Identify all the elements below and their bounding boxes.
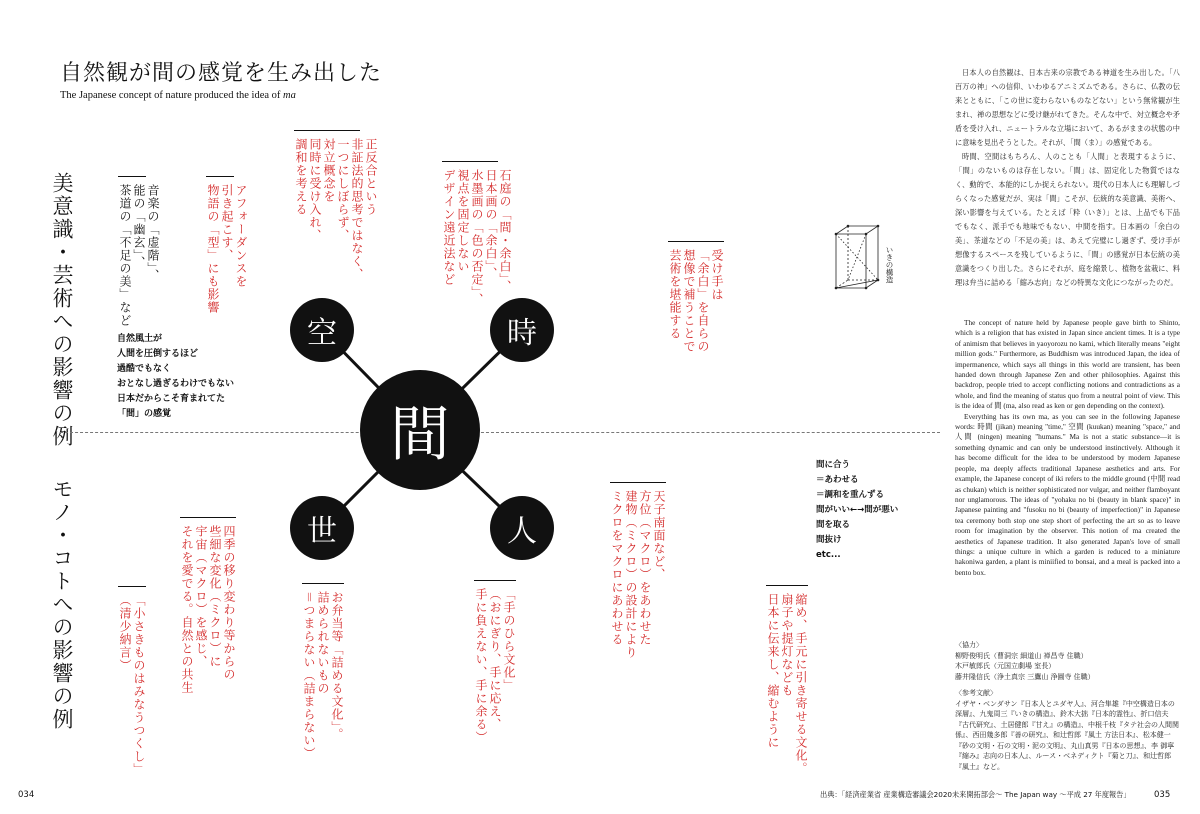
example-column	[668, 249, 724, 353]
expression-item: 間を取る	[816, 520, 851, 530]
jp-paragraph: 時間、空間はもちろん、人のことも「人間」と表現するように、「間」のないものは存在しない。「間」は、固定化した物質ではなく、動的で、本能的にしか捉えられない。現代の日本人にも理解しづらくなった感覚だが、実は「間」こそが、伝統的な美意識、美術へ、深い影響を与えている。たとえば「粋（いき）」とは、上品でも下品でもなく、派手でも地味でもない、中間を指す。日本画の「余白の美」、茶道などの「不足の美」は、あえて完璧にし過ぎず、受け手が想像するスペースを残しているように、「間」の感覚が日本伝統の美意識をつくり出した。さらにそれが、庭を縮景し、植物を盆栽に、料理は弁当に詰める「縮み志向」などの特異な文化につながったのだ。	[955, 152, 1180, 287]
note-line: 過酷でもなく	[117, 364, 172, 374]
page-number-left: 034	[18, 790, 35, 800]
note-line: おとなし過ぎるわけでもない	[117, 379, 235, 389]
section-label-aesthetics: 美意識・芸術への影響の例	[50, 172, 74, 448]
column-line: 水墨画の「色の否定」、	[470, 169, 484, 306]
body-text-japanese	[955, 66, 1180, 290]
circle-sky: 空	[290, 298, 354, 362]
en-paragraph: Everything has its own ma, as you can see in the following Japanese words: 時間 (jikan) meaning "time," 空間 (kuukan) meaning "space," and 人間 (ningen) meaning "humans." Ma is not a static substance—it is something dynamic and can only be understood instinctively. Although it has become difficult for the idea to be understood by modern Japanese people, ma deeply affects traditional Japanese aesthetics and arts. For example, the Japanese concept of iki refers to the middle ground (中間 read as chukan) which is neither sophisticated nor vulgar, and neither flamboyant nor unglamorous. The ideas of "yohaku no bi (beauty in blank space)" in Japanese painting and "fusoku no bi (beauty of imperfection)" in Japanese tea ceremony both stop one step short of perfecting the art so as to leave room for imagination by the observer. This notion of ma created the aesthetics of Japanese tradition. It also generated Japan's love of small things: a unique culture in which a garden is reduced to a miniature hakoniwa garden, a plant is miniified to bonsai, and a meal is packed into a bento box.	[955, 411, 1180, 577]
references-text: イザヤ・ベンダサン『日本人とユダヤ人』、河合隼雄『中空構造日本の深層』、九鬼周三『いきの構造』、鈴木大拙『日本的霊性』、折口信夫『古代研究』、土居健郎『甘え』の構造』、中根千枝『タテ社会の人間関係』、西田幾多郎『善の研究』、和辻哲郎『風土 方法日本』、松本健一『砂の文明・石の文明・泥の文明』、丸山真男『日本の思想』、李 御寧『縮み』志向の日本人』、ルース・ベネディクト『菊と刀』、和辻哲郎『風土』など。	[955, 699, 1179, 771]
column-line: 縮め、手元に引き寄せる文化。	[794, 593, 808, 775]
expression-item: ＝あわせる	[816, 475, 859, 485]
column-line: 詰められないもの	[316, 591, 330, 695]
column-line: 手に負えない、手に余る）	[474, 588, 488, 744]
jp-paragraph: 日本人の自然観は、日本古来の宗教である神道を生み出した。「八百万の神」への信仰、いわゆるアニミズムである。さらに、仏教の伝来とともに、「この世に変わらないものなどない」という無常観が生まれ、禅の思想などに受け継がれてきた。そんな中で、対立概念や矛盾を受け入れ、ニュートラルな立場において、あるがままの状態の中に意味を見出そうとした。それが、「間（ま）」の感覚である。	[955, 68, 1180, 147]
en-paragraph: The concept of nature held by Japanese people gave birth to Shinto, which is a religion that has existed in Japan since ancient times. It is a type of animism that believes in yaoyorozu no kami, which literally means "eight million gods." Furthermore, as Buddhism was introduced Japan, the idea of impermanence, which says all things in this world are transient, has been handed down through Japanese Zen and other philosophies. Against this backdrop, people tried to accept conflicting notions and contradictions as a whole, and find the meaning of status quo from a neutral point of view. This is the idea of 間 (ma, also read as ken or gen depending on the context).	[955, 318, 1180, 411]
column-line: 非証法的思考ではなく、	[350, 138, 364, 281]
column-line: 芸術を堪能する	[668, 249, 682, 340]
example-column	[294, 138, 378, 281]
column-line: 宇宙（マクロ）を感じ、	[194, 525, 208, 668]
credits-heading: 〈協力〉	[955, 641, 983, 649]
column-line: 視点を固定しない	[456, 169, 470, 273]
example-column	[474, 588, 516, 744]
section-label-things: モノ・コトへの影響の例	[50, 478, 74, 731]
column-line: 「余白」を自らの	[696, 249, 710, 353]
credit-line: 木戸敏郎氏（元国立劇場 室長）	[955, 662, 1056, 670]
column-rule	[766, 585, 808, 586]
column-rule	[206, 176, 234, 177]
example-column	[206, 184, 248, 314]
column-rule	[294, 130, 360, 131]
column-rule	[118, 586, 146, 587]
source-note: 出典：「経済産業省 産業構造審議会2020未来開拓部会～ The Japan way ～平成 27 年度報告」	[820, 790, 1131, 799]
column-line: 物語の「型」にも影響	[206, 184, 220, 314]
ma-expressions	[816, 458, 898, 563]
body-text-english	[955, 318, 1180, 578]
column-rule	[668, 241, 724, 242]
example-column	[118, 184, 160, 327]
column-line: ＝つまらない（詰まらない）	[302, 591, 316, 761]
column-rule	[610, 482, 666, 483]
diagram-label: いきの構造	[885, 246, 894, 284]
expression-item: 間がいい←→間が悪い	[816, 505, 899, 515]
column-line: デザイン遠近法など	[442, 169, 456, 286]
column-line: お弁当等「詰める文化」。	[330, 591, 344, 741]
column-line: 扇子や提灯なども	[780, 593, 794, 697]
column-line: 建物（ミクロ）の設計により	[624, 490, 638, 659]
expression-item: 間に合う	[816, 460, 851, 470]
column-rule	[474, 580, 516, 581]
credit-line: 柳野俊明氏（曹洞宗 細道山 禅昌寺 住職）	[955, 651, 1088, 660]
page-title: 自然観が間の感覚を生み出した	[60, 61, 383, 86]
example-column	[118, 594, 146, 776]
column-line: アフォーダンスを	[234, 184, 248, 288]
subtitle-italic: ma	[283, 90, 296, 101]
column-rule	[442, 161, 498, 162]
column-rule	[180, 517, 236, 518]
column-line: 引き起こす、	[220, 184, 234, 262]
circle-person: 人	[490, 496, 554, 560]
column-line: 「手のひら文化」	[502, 588, 516, 692]
column-line: （清少納言）	[118, 594, 132, 672]
column-line: 能の「幽玄」、	[132, 184, 146, 269]
column-line: 天子南面など、	[652, 490, 666, 581]
column-line: 「小さきものはみなうつくし」	[132, 594, 146, 776]
column-line: 日本に伝来し、縮むように	[766, 593, 780, 749]
subtitle-text: The Japanese concept of nature produced the idea of	[60, 90, 281, 101]
column-line: 日本画の「余白」、	[484, 169, 498, 280]
column-line: 受け手は	[710, 249, 724, 301]
example-column	[442, 169, 512, 306]
column-line: 同時に受け入れ、	[308, 138, 322, 242]
note-line: 自然風土が	[117, 334, 163, 344]
column-line: 音楽の「虚階」、	[146, 184, 160, 282]
example-column	[302, 591, 344, 760]
note-line: 「間」の感覚	[117, 409, 172, 419]
example-column	[766, 593, 808, 775]
column-line: 茶道の「不足の美」など	[118, 184, 132, 327]
circle-time: 時	[490, 298, 554, 362]
column-line: ミクロをマクロにあわせる	[610, 490, 624, 646]
column-line: それを愛でる。自然との共生	[180, 525, 194, 694]
example-column	[180, 525, 236, 694]
column-line: 四季の移り変わり等からの	[222, 525, 236, 681]
expression-item: etc...	[816, 550, 841, 560]
column-rule	[118, 176, 146, 177]
credit-line: 藤井隆信氏（浄土真宗 三鷹山 浄圓寺 住職）	[955, 672, 1095, 681]
column-line: 調和を考える	[294, 138, 308, 216]
credits-block	[955, 640, 1180, 772]
column-line: 正反合という	[364, 138, 378, 216]
circle-ma: 間	[360, 370, 480, 490]
expression-item: 間抜け	[816, 535, 842, 545]
page-number-right: 035	[1154, 790, 1171, 800]
column-line: 石庭の「間・余白」、	[498, 169, 512, 293]
note-line: 日本だからこそ育まれてた	[117, 394, 226, 404]
column-line: 些細な変化（ミクロ）に	[208, 525, 222, 668]
column-line: （おにぎり、手に応え、	[488, 588, 502, 731]
column-line: 対立概念を	[322, 138, 336, 203]
note-line: 人間を圧倒するほど	[117, 349, 199, 359]
column-line: 想像で補うことで	[682, 249, 696, 353]
column-rule	[302, 583, 344, 584]
column-line: 一つにしぼらず、	[336, 138, 350, 242]
references-heading: 〈参考文献〉	[955, 689, 997, 697]
column-line: 方位（マクロ）をあわせた	[638, 490, 652, 646]
expression-item: ＝調和を重んずる	[816, 490, 885, 500]
example-column	[610, 490, 666, 659]
circle-world: 世	[290, 496, 354, 560]
